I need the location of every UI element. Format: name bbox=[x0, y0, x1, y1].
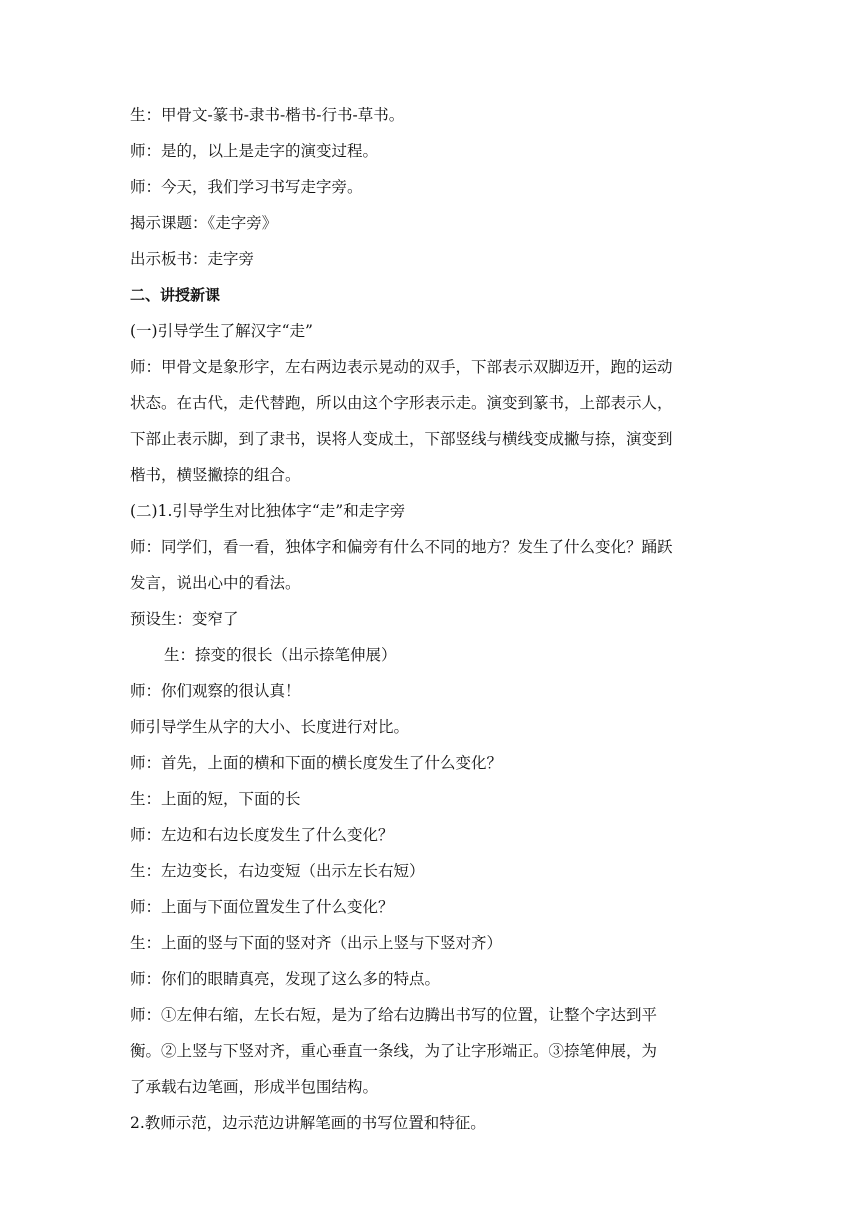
paragraph-line: 状态。在古代，走代替跑，所以由这个字形表示走。演变到篆书，上部表示人， bbox=[130, 394, 673, 412]
paragraph-line: 发言，说出心中的看法。 bbox=[130, 574, 301, 592]
dialogue-line: 生：甲骨文-篆书-隶书-楷书-行书-草书。 bbox=[130, 106, 405, 124]
lesson-topic-line: 揭示课题：《走字旁》 bbox=[130, 214, 278, 232]
paragraph-line: 下部止表示脚，到了隶书，误将人变成土，下部竖线与横线变成撇与捺，演变到 bbox=[130, 430, 673, 448]
dialogue-line: 师：是的，以上是走字的演变过程。 bbox=[130, 142, 379, 160]
subsection-heading: (二)1.引导学生对比独体字“走”和走字旁 bbox=[130, 502, 406, 520]
dialogue-line: 生：上面的竖与下面的竖对齐（出示上竖与下竖对齐） bbox=[130, 934, 503, 952]
board-writing-line: 出示板书：走字旁 bbox=[130, 250, 255, 268]
paragraph-line: 衡。②上竖与下竖对齐，重心垂直一条线，为了让字形端正。③捺笔伸展，为 bbox=[130, 1042, 658, 1060]
paragraph-line: 了承载右边笔画，形成半包围结构。 bbox=[130, 1078, 379, 1096]
document-page bbox=[130, 104, 736, 1148]
paragraph bbox=[130, 1004, 736, 1099]
dialogue-line: 预设生：变窄了 bbox=[130, 610, 239, 628]
dialogue-line: 师：首先，上面的横和下面的横长度发生了什么变化？ bbox=[130, 754, 503, 772]
dialogue-line: 师：你们的眼睛真亮，发现了这么多的特点。 bbox=[130, 970, 441, 988]
dialogue-line: 师引导学生从字的大小、长度进行对比。 bbox=[130, 718, 410, 736]
paragraph bbox=[130, 536, 736, 595]
dialogue-line: 师：上面与下面位置发生了什么变化？ bbox=[130, 898, 394, 916]
subsection-heading: (一)引导学生了解汉字“走” bbox=[130, 322, 313, 340]
section-heading: 二、讲授新课 bbox=[130, 286, 221, 304]
dialogue-line: 生：上面的短，下面的长 bbox=[130, 790, 301, 808]
dialogue-line: 师：左边和右边长度发生了什么变化？ bbox=[130, 826, 394, 844]
paragraph bbox=[130, 356, 736, 487]
dialogue-line: 生：左边变长，右边变短（出示左长右短） bbox=[130, 862, 425, 880]
paragraph-line: 师：①左伸右缩，左长右短，是为了给右边腾出书写的位置，让整个字达到平 bbox=[130, 1006, 658, 1024]
dialogue-line: 师：你们观察的很认真！ bbox=[130, 682, 301, 700]
paragraph-line: 楷书，横竖撇捺的组合。 bbox=[130, 466, 301, 484]
paragraph-line: 师：甲骨文是象形字，左右两边表示晃动的双手，下部表示双脚迈开，跑的运动 bbox=[130, 358, 673, 376]
numbered-step-line: 2.教师示范，边示范边讲解笔画的书写位置和特征。 bbox=[130, 1114, 486, 1132]
dialogue-line-indented: 生：捺变的很长（出示捺笔伸展） bbox=[164, 646, 397, 664]
dialogue-line: 师：今天，我们学习书写走字旁。 bbox=[130, 178, 363, 196]
paragraph-line: 师：同学们，看一看，独体字和偏旁有什么不同的地方？发生了什么变化？踊跃 bbox=[130, 538, 673, 556]
